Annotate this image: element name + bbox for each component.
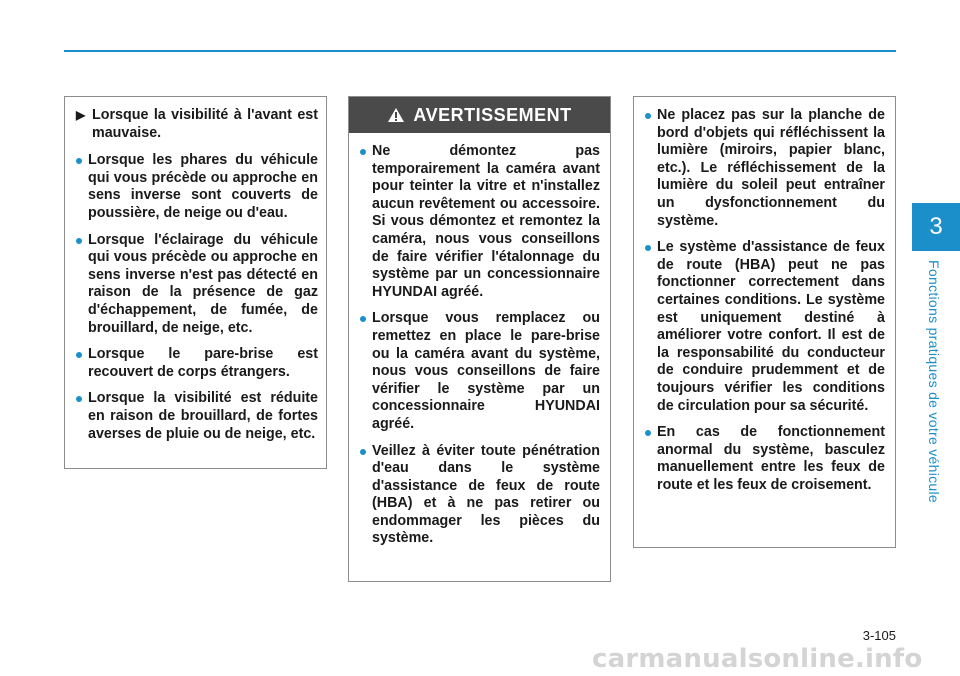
chapter-tab: [912, 203, 960, 251]
bullet-icon: [645, 113, 651, 119]
watermark: carmanualsonline.info: [592, 644, 923, 674]
visibility-conditions-box: [64, 96, 327, 469]
list-item-text: Ne démontez pas temporairement la caméra avant pour teinter la vitre et n'installez aucun revêtement ou accessoire. Si vous démontez et remontez la caméra, nous vous conseillons de faire vérifier l'étalonnage du système par un concessionnaire HYUNDAI agréé.: [372, 143, 600, 300]
list-item: [360, 310, 600, 433]
list-item: [76, 346, 318, 381]
warning-list: [360, 143, 600, 548]
bullet-icon: [360, 449, 366, 455]
box-heading-text: Lorsque la visibilité à l'avant est mauvaise.: [92, 107, 318, 141]
bullet-icon: [76, 238, 82, 244]
page-number: 3-105: [862, 628, 896, 643]
warning-triangle-icon: [387, 107, 405, 123]
chapter-title: Fonctions pratiques de votre véhicule: [926, 260, 942, 504]
list-item: [645, 239, 885, 415]
bullet-icon: [645, 430, 651, 436]
precautions-box: [633, 96, 896, 548]
warning-header: [349, 97, 610, 133]
bullet-icon: [76, 396, 82, 402]
list-item-text: Le système d'assistance de feux de route (HBA) peut ne pas fonctionner correctement dans certaines conditions. Le système est uniquement destiné à améliorer votre confort. Il est de la responsabilité du conducteur de conduire prudemment et de toujours vérifier les conditions de circulation pour sa sécurité.: [657, 239, 885, 414]
warning-box: [348, 96, 611, 582]
list-item-text: Lorsque les phares du véhicule qui vous précède ou approche en sens inverse sont couverts de poussière, de neige ou d'eau.: [88, 152, 318, 221]
bullet-icon: [360, 149, 366, 155]
list-item-text: Lorsque le pare-brise est recouvert de corps étrangers.: [88, 346, 318, 380]
bullet-icon: [76, 158, 82, 164]
condition-list: [76, 152, 318, 443]
list-item-text: Veillez à éviter toute pénétration d'eau dans le système d'assistance de feux de route (HBA) et à ne pas retirer ou endommager les pièces du système.: [372, 442, 600, 547]
bullet-icon: [645, 245, 651, 251]
list-item-text: En cas de fonctionnement anormal du système, basculez manuellement entre les feux de route et les feux de croisement.: [657, 424, 885, 493]
arrow-right-icon: ▶: [76, 108, 86, 122]
list-item-text: Lorsque vous remplacez ou remettez en place le pare-brise ou la caméra avant du système, nous vous conseillons de faire vérifier le système par un concessionnaire HYUNDAI agréé.: [372, 310, 600, 432]
box-heading: [76, 107, 318, 142]
list-item-text: Lorsque la visibilité est réduite en raison de brouillard, de fortes averses de pluie ou de neige, etc.: [88, 390, 318, 442]
list-item: [645, 107, 885, 230]
list-item: [76, 390, 318, 443]
list-item: [76, 232, 318, 338]
bullet-icon: [76, 352, 82, 358]
list-item: [645, 424, 885, 494]
list-item-text: Ne placez pas sur la planche de bord d'objets qui réfléchissent la lumière (miroirs, papier blanc, etc.). Le réfléchissement de la lumière du soleil peut entraîner un dysfonctionnement du système.: [657, 107, 885, 229]
chapter-side-title: [924, 252, 944, 512]
list-item: [76, 152, 318, 222]
bullet-icon: [360, 316, 366, 322]
list-item: [360, 443, 600, 549]
precaution-list: [645, 107, 885, 494]
chapter-number: 3: [929, 213, 943, 240]
top-rule: [64, 50, 896, 52]
list-item-text: Lorsque l'éclairage du véhicule qui vous précède ou approche en sens inverse n'est pas détecté en raison de la présence de gaz d'échappement, de fumée, de brouillard, de neige, etc.: [88, 231, 318, 336]
warning-title: AVERTISSEMENT: [413, 104, 572, 125]
list-item: [360, 143, 600, 301]
